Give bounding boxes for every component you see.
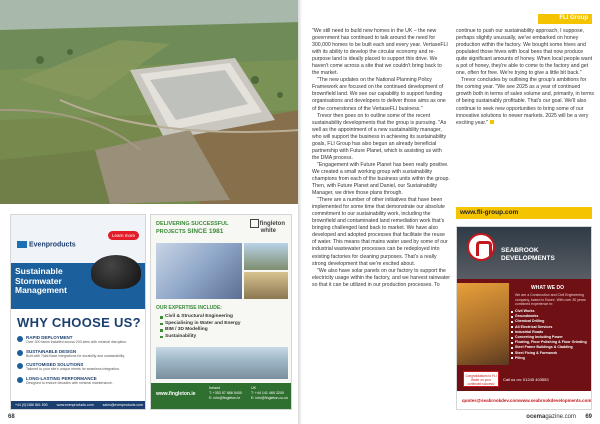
- evenproducts-headline: WHY CHOOSE US?: [17, 315, 141, 330]
- fingleton-ireland-contact: Ireland T: +353 57 866 5400 E: info@fingleton.ie: [209, 386, 242, 400]
- feature-icon: [17, 377, 23, 383]
- feature-icon: [17, 336, 23, 342]
- pipework-image: [244, 243, 288, 270]
- site-image: [244, 272, 288, 299]
- seabrook-worker-photo: [457, 283, 509, 365]
- seabrook-footer: [457, 391, 592, 409]
- feature-item: RAPID DEPLOYMENT Over 300 tanks installed across 200 sites with minimal disruption.: [17, 335, 143, 345]
- fli-website-link[interactable]: www.fli-group.com: [456, 207, 592, 219]
- evenproducts-phone[interactable]: +44 (0)1386 861 500: [15, 403, 48, 407]
- expertise-list: [160, 314, 241, 340]
- seabrook-email[interactable]: quotes@seabrookdev.com: [462, 397, 520, 403]
- service-item: All Electrical Services: [511, 325, 587, 330]
- page-number-right: 69: [585, 414, 592, 420]
- service-item: Chemical Drilling: [511, 319, 587, 324]
- article-paragraph: Trevor then goes on to outline some of the recent sustainability developments that the group is pursuing. "As well as the appointment of a new sustainability manager, who will support the business in achieving its sustainability goals, FLI Group has also begun an already beneficial partnership with Future Planet, which is assisting us with the DMA process.: [312, 112, 447, 161]
- seabrook-website[interactable]: www.seabrookdevelopments.com: [519, 397, 592, 403]
- service-item: Civil Works: [511, 309, 587, 314]
- aerial-factory-photo: [0, 0, 300, 204]
- section-tag: FLI Group: [538, 14, 592, 24]
- article-paragraph: "We also have solar panels on our factory to support the electricity usage within the factory, and we harvest rainwater so that it can be utilized in our production processes. To: [312, 267, 450, 288]
- service-item: Floating, Floor Polishing & Floor Grinding: [511, 340, 587, 345]
- article-paragraph: "Engagement with Future Planet has been really positive. We created a small working group with sustainability champions from each of the business units within the group. Then, with Future Planet and Daniel, our Sustainability Manager, we drive those plans through.: [312, 161, 450, 197]
- end-mark-icon: [490, 120, 494, 124]
- seabrook-header: [457, 227, 592, 279]
- seabrook-services: [511, 309, 587, 361]
- feature-item: LONG-LASTING PERFORMANCE Designed to endure decades with minimal maintenance.: [17, 376, 143, 386]
- service-item: Steel Fixing & Formwork: [511, 351, 587, 356]
- feature-item: CUSTOMISED SOLUTIONS Tailored to your site's unique needs for seamless integration.: [17, 362, 143, 372]
- left-page: [0, 0, 298, 424]
- expertise-item: Specialising in Water and Energy: [160, 321, 241, 328]
- fingleton-footer: [151, 383, 292, 409]
- article-paragraph: "We still need to build new homes in the UK – the new government has continued to talk around the need for 300,000 homes to be built each and every year. VertaseFLI with its ability to develop the circular economy and re-purpose land is ideally placed to support this drive. We haven't come across a site that we couldn't bring back to the market.: [312, 28, 448, 77]
- aerial-photo-drawing: [0, 0, 300, 204]
- service-item: Industrial Roads: [511, 330, 587, 335]
- feature-icon: [17, 350, 23, 356]
- learn-more-button[interactable]: Learn more: [108, 231, 139, 240]
- fingleton-uk-contact: UK T: +44 141 465 3200 E: info@fingleton.co.uk: [251, 386, 289, 400]
- seabrook-developments-advert[interactable]: [456, 226, 592, 410]
- seabrook-phone[interactable]: Call us on: 01245 403553: [503, 377, 549, 382]
- expertise-item: Sustainability: [160, 334, 241, 341]
- article-paragraph: continue to push our sustainability approach, I suppose, perhaps slightly unusually, we've embarked on honey production within the factory. We bought some hives and populated those hives with local bees that now produce quite significant amounts of honey. When local people want a pot of honey, they're able to come to the factory and get one, often for free. We're trying to give a little bit back.": [456, 28, 593, 77]
- fingleton-headline: DELIVERING SUCCESSFUL PROJECTS SINCE 1981: [156, 221, 229, 235]
- service-item: Groundworks: [511, 314, 587, 319]
- page-number-left: 68: [8, 414, 15, 420]
- fingleton-website[interactable]: www.fingleton.ie: [156, 391, 196, 397]
- article-paragraph: "There are a number of other initiatives that have been implemented for some time that demonstrate our absolute commitment to our sustainability work, including the brownfield and contaminated land remediation work that's bringing challenged land back to market. We have also developed and adopted processes that facilitate the reuse of water. This means that mains water used by some of our industrial wastewater processes can be redeployed into existing factories for cleaning purposes. That's a really strong development that we're excited about.: [312, 197, 448, 267]
- article-column-1: [312, 28, 450, 410]
- evenproducts-features: [17, 335, 143, 389]
- expertise-item: BIM / 3D Modelling: [160, 327, 241, 334]
- seabrook-congratulations-badge: Congratulations to FLI Water on your continued success!: [463, 371, 499, 387]
- magazine-website: ocemagazine.com: [526, 414, 576, 420]
- article-column-2: [456, 28, 594, 188]
- evenproducts-band: [11, 263, 146, 309]
- expertise-item: Civil & Structural Engineering: [160, 314, 241, 321]
- water-treatment-image: [156, 347, 288, 379]
- evenproducts-band-title: Sustainable Stormwater Management: [15, 266, 67, 295]
- fingleton-white-advert[interactable]: [150, 214, 292, 410]
- evenproducts-website[interactable]: www.evenproducts.com: [56, 403, 94, 407]
- stormwater-tank-image: [91, 255, 141, 289]
- fingleton-project-images: [156, 243, 288, 299]
- right-page: [302, 0, 600, 424]
- service-item: Piling: [511, 356, 587, 361]
- seabrook-lead: We are a Construction and Civil Engineering company, based in Essex. With over 30 years combined experience in:: [515, 293, 586, 306]
- service-item: Steel Frame Buildings & Cladding: [511, 345, 587, 350]
- feature-item: SUSTAINABLE DESIGN Built with Tidal Base integrations for durability and sustainability.: [17, 349, 143, 359]
- expertise-title: OUR EXPERTISE INCLUDE:: [156, 305, 222, 311]
- service-item: Concreting Including Power: [511, 335, 587, 340]
- evenproducts-advert[interactable]: [10, 214, 146, 410]
- bim-model-image: [156, 243, 242, 299]
- seabrook-name: SEABROOK DEVELOPMENTS: [501, 247, 555, 262]
- seabrook-what-we-do: WHAT WE DO: [531, 285, 564, 291]
- article-paragraph: Trevor concludes by outlining the group's ambitions for the coming year. "We see 2025 as a year of continued growth both in terms of sales volume and, primarily, in terms of being sustainably profitable. That's our goal. We'll also continue to seek new opportunities to bring some of our innovative solutions to newer markets. 2025 will be a very exciting year.": [456, 77, 594, 126]
- evenproducts-footer: [11, 401, 146, 409]
- evenproducts-email[interactable]: sales@evenproducts.com: [102, 403, 143, 407]
- fingleton-logo-icon: [250, 219, 259, 228]
- fingleton-logo: fingleton white: [250, 219, 285, 235]
- seabrook-logo-icon: [467, 233, 495, 261]
- article-paragraph: "The new updates on the National Planning Policy Framework are focused on the continued development of brownfield land. We see our capability to support funding organisations and developers to deliver those aims as one of the cornerstones of the VertaseFLI business.": [312, 77, 446, 112]
- feature-icon: [17, 363, 23, 369]
- evenproducts-logo: Evenproducts: [17, 241, 76, 248]
